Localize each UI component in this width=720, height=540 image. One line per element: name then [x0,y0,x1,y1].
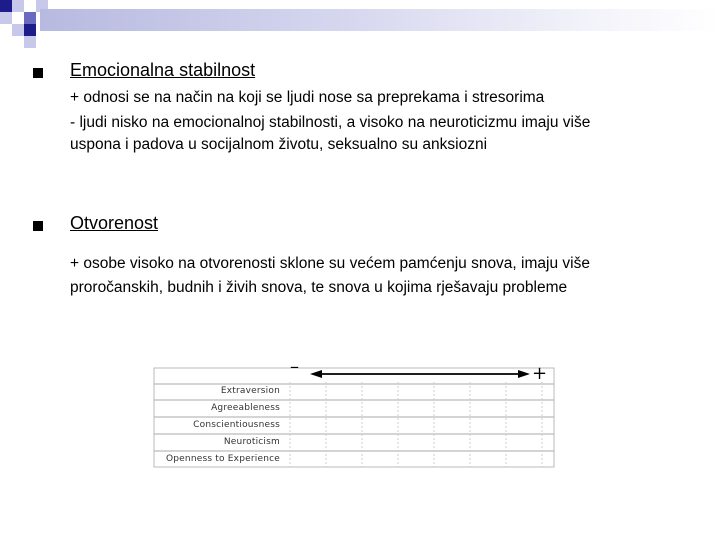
section-text-line: uspona i padova u socijalnom životu, seksualno su anksiozni [70,136,488,153]
minus-sign: – [290,356,299,377]
arrow-left-head [310,370,322,378]
bullet-icon [33,68,43,78]
bullet-icon [33,221,43,231]
section-heading-openness: Otvorenost [70,213,159,233]
section-text-line: - ljudi nisko na emocionalnoj stabilnosti, a visoko na neuroticizmu imaju više [70,114,591,131]
section-heading-emotional-stability: Emocionalna stabilnost [70,60,256,80]
section-text-line: proročanskih, budnih i živih snova, te snova u kojima rješavaju probleme [70,279,568,296]
section-text-line: + osobe visoko na otvorenosti sklone su većem pamćenju snova, imaju više [70,255,590,272]
arrow-right-head [518,370,530,378]
trait-label-agreeableness: Agreeableness [211,403,280,413]
plus-sign: + [532,363,548,384]
trait-label-neuroticism: Neuroticism [223,437,280,447]
trait-label-extraversion: Extraversion [220,386,280,396]
trait-label-openness: Openness to Experience [165,454,280,464]
section-text-line: + odnosi se na način na koji se ljudi nose sa preprekama i stresorima [70,89,545,106]
title-gradient-bar [40,9,720,31]
trait-label-conscientiousness: Conscientiousness [193,420,280,430]
big-five-scale-figure [150,356,560,472]
